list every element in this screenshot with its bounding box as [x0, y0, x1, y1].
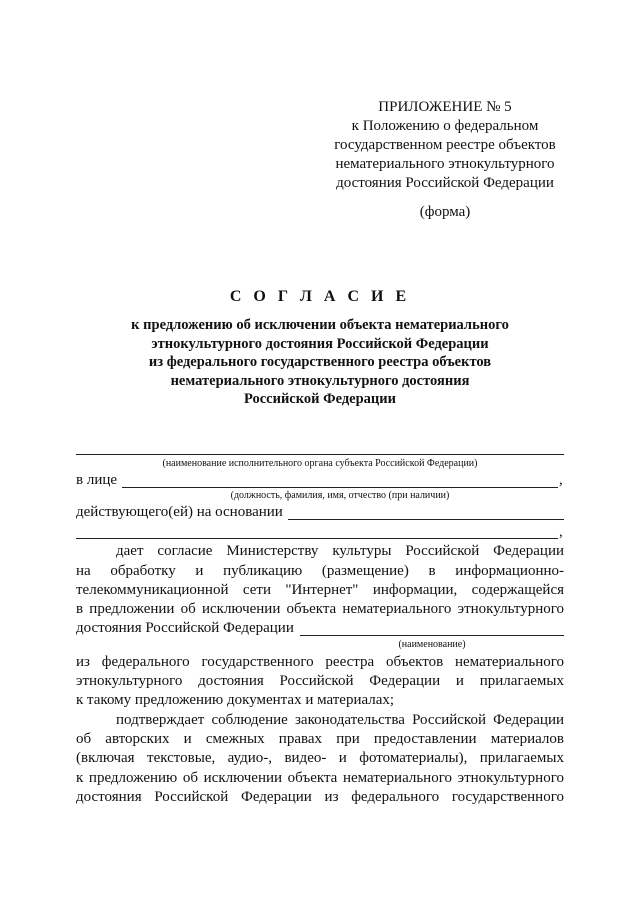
appendix-line: достояния Российской Федерации: [336, 175, 554, 191]
paragraph-line: этнокультурного достояния Российской Федерации и прилагаемых: [76, 673, 564, 689]
appendix-line: нематериального этнокультурного: [335, 156, 555, 172]
person-line[interactable]: [122, 487, 558, 488]
subtitle-line: этнокультурного достояния Российской Федерации: [151, 335, 489, 352]
appendix-block: [320, 98, 570, 193]
in-person-label: в лице: [76, 472, 118, 488]
basis-line[interactable]: [288, 519, 564, 520]
paragraph-line: в предложении об исключении объекта нематериального этнокультурного: [76, 601, 564, 617]
paragraph-line: к предложению об исключении объекта нематериального этнокультурного: [76, 770, 564, 786]
acting-label: действующего(ей) на основании: [76, 504, 283, 520]
hint-name: (наименование): [398, 639, 466, 650]
paragraph-line: об авторских и смежных правах при предоставлении материалов: [76, 731, 564, 747]
subtitle-line: Российской Федерации: [243, 391, 396, 407]
paragraph-line: на обработку и публикацию (размещение) в информационно-: [76, 563, 564, 579]
appendix-title: ПРИЛОЖЕНИЕ № 5: [378, 99, 512, 115]
paragraph-line: из федерального государственного реестра объектов нематериального: [76, 654, 564, 670]
paragraph-line: дает согласие Министерству культуры Российской Федерации: [116, 543, 564, 559]
paragraph-line: телекоммуникационной сети "Интернет" информации, содержащейся: [76, 582, 564, 598]
paragraph-line: достояния Российской Федерации из федерального государственного: [76, 789, 564, 805]
subtitle-line: из федерального государственного реестра объектов: [148, 354, 492, 370]
comma-mark: ,: [559, 524, 563, 540]
appendix-line: государственном реестре объектов: [334, 137, 556, 153]
basis-line-continued[interactable]: [76, 538, 558, 539]
subtitle-line: к предложению об исключении объекта нематериального: [131, 317, 509, 333]
authority-name-line[interactable]: [76, 454, 564, 455]
paragraph-line: к такому предложению документах и материалах;: [76, 692, 395, 708]
form-label: (форма): [419, 204, 471, 220]
appendix-line: к Положению о федеральном: [351, 118, 539, 134]
hint-authority: (наименование исполнительного органа субъекта Российской Федерации): [162, 458, 478, 469]
paragraph-line: (включая текстовые, аудио-, видео- и фотоматериалы), прилагаемых: [76, 750, 564, 766]
comma-mark: ,: [559, 472, 563, 488]
subtitle-line: нематериального этнокультурного достояния: [170, 372, 470, 389]
paragraph-line: подтверждает соблюдение законодательства Российской Федерации: [116, 712, 564, 728]
document-subtitle: [90, 316, 550, 409]
document-title: С О Г Л А С И Е: [229, 288, 411, 305]
object-name-line[interactable]: [300, 635, 564, 636]
paragraph-line: достояния Российской Федерации: [76, 620, 294, 636]
hint-person: (должность, фамилия, имя, отчество (при наличии): [230, 490, 450, 501]
